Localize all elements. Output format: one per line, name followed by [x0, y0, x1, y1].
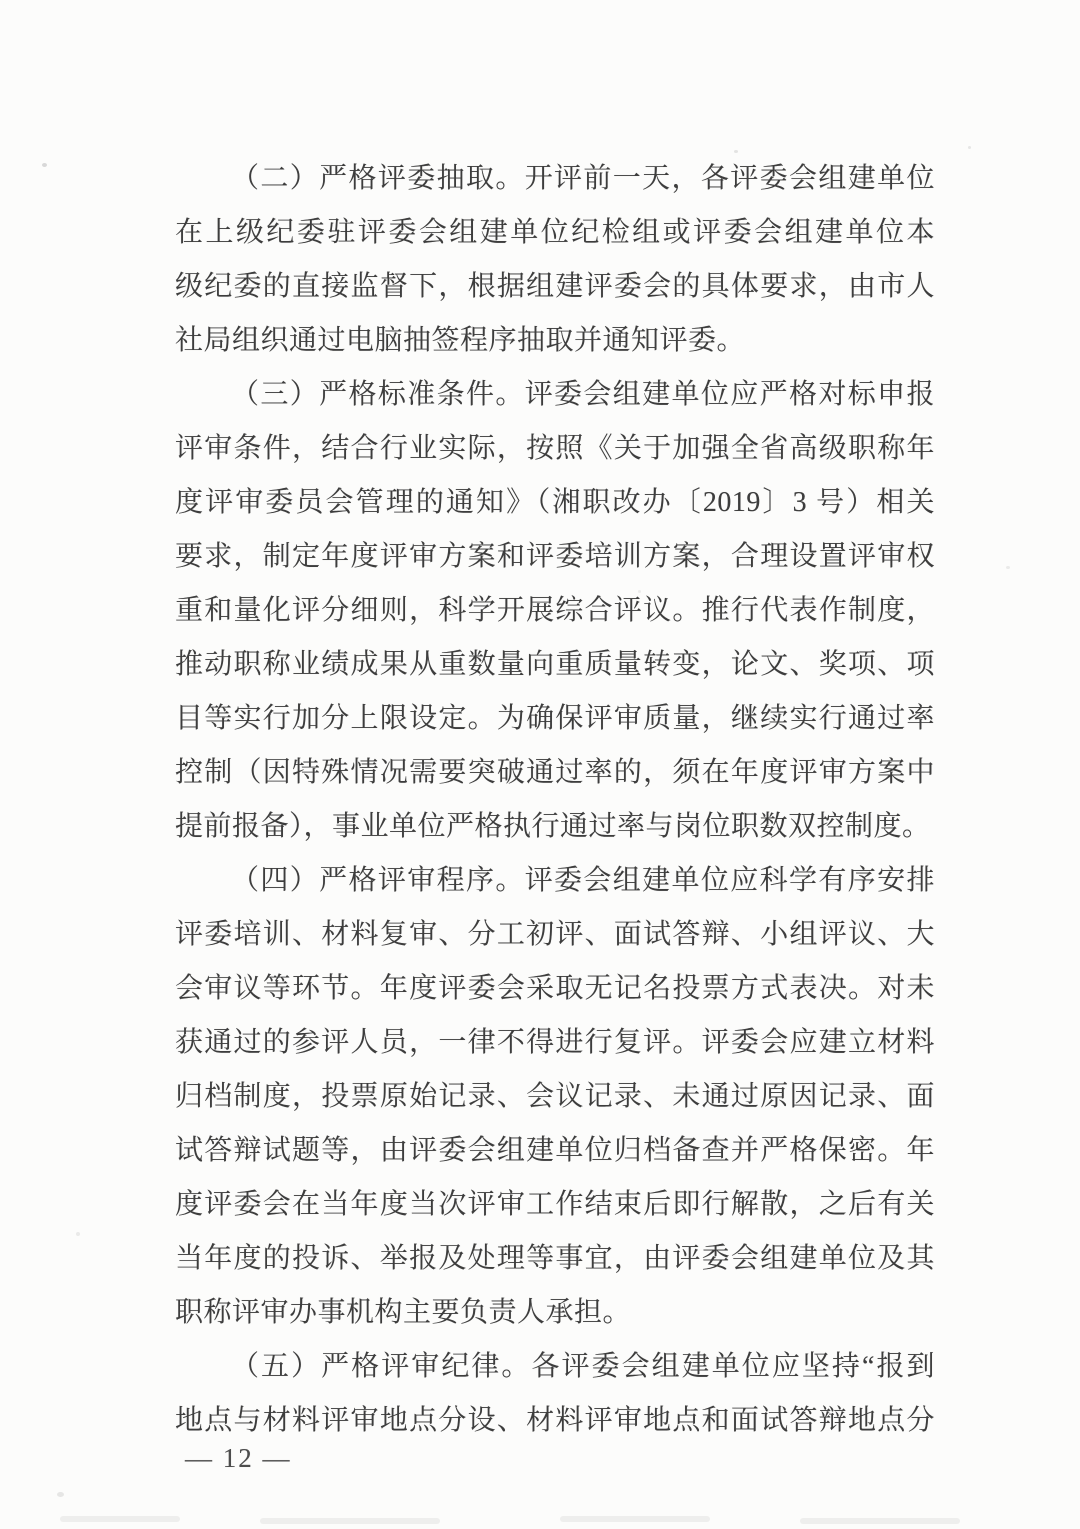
text-line: 职称评审办事机构主要负责人承担。 [175, 1297, 632, 1328]
text-line: 目等实行加分上限设定。为确保评审质量，继续实行通过率 [175, 703, 935, 734]
text-line: 度评审委员会管理的通知》（湘职改办〔2019〕3 号）相关 [175, 487, 935, 518]
scan-speck [638, 590, 641, 593]
text-line: 推动职称业绩成果从重数量向重质量转变，论文、奖项、项 [175, 649, 935, 680]
text-line: 会审议等环节。年度评委会采取无记名投票方式表决。对未 [175, 973, 935, 1004]
text-line: 当年度的投诉、举报及处理等事宜，由评委会组建单位及其 [175, 1243, 935, 1274]
text-line: 级纪委的直接监督下，根据组建评委会的具体要求，由市人 [175, 271, 935, 302]
scan-speck [1006, 566, 1010, 569]
text-line: （二）严格评委抽取。开评前一天，各评委会组建单位 [231, 163, 935, 194]
text-line: 归档制度，投票原始记录、会议记录、未通过原因记录、面 [175, 1081, 935, 1112]
text-line: 要求，制定年度评审方案和评委培训方案，合理设置评审权 [175, 541, 935, 572]
text-line: （五）严格评审纪律。各评委会组建单位应坚持“报到 [231, 1351, 935, 1382]
text-line: 社局组织通过电脑抽签程序抽取并通知评委。 [175, 325, 746, 356]
scan-speck [42, 163, 47, 167]
text-line: 重和量化评分细则，科学开展综合评议。推行代表作制度， [175, 595, 935, 626]
text-line: （四）严格评审程序。评委会组建单位应科学有序安排 [231, 865, 935, 896]
scan-speck [76, 1232, 80, 1236]
scan-speck [968, 146, 971, 149]
text-line: 控制（因特殊情况需要突破通过率的，须在年度评审方案中 [175, 757, 935, 788]
scan-smudge [560, 1516, 710, 1522]
text-line: 提前报备），事业单位严格执行通过率与岗位职数双控制度。 [175, 811, 931, 842]
scan-speck [57, 1492, 64, 1497]
text-line: 在上级纪委驻评委会组建单位纪检组或评委会组建单位本 [175, 217, 935, 248]
page-number: — 12 — [185, 1443, 292, 1473]
text-line: 试答辩试题等，由评委会组建单位归档备查并严格保密。年 [175, 1135, 935, 1166]
text-line: 度评委会在当年度当次评审工作结束后即行解散，之后有关 [175, 1189, 935, 1220]
text-line: （三）严格标准条件。评委会组建单位应严格对标申报 [231, 379, 935, 410]
text-line: 评审条件，结合行业实际，按照《关于加强全省高级职称年 [175, 433, 935, 464]
scan-speck [734, 150, 738, 153]
document-body [175, 152, 935, 1448]
text-line: 评委培训、材料复审、分工初评、面试答辩、小组评议、大 [175, 919, 935, 950]
scan-smudge [260, 1518, 440, 1524]
text-line: 地点与材料评审地点分设、材料评审地点和面试答辩地点分 [175, 1405, 935, 1436]
text-line: 获通过的参评人员，一律不得进行复评。评委会应建立材料 [175, 1027, 935, 1058]
scan-smudge [60, 1516, 180, 1522]
scan-smudge [800, 1518, 960, 1524]
